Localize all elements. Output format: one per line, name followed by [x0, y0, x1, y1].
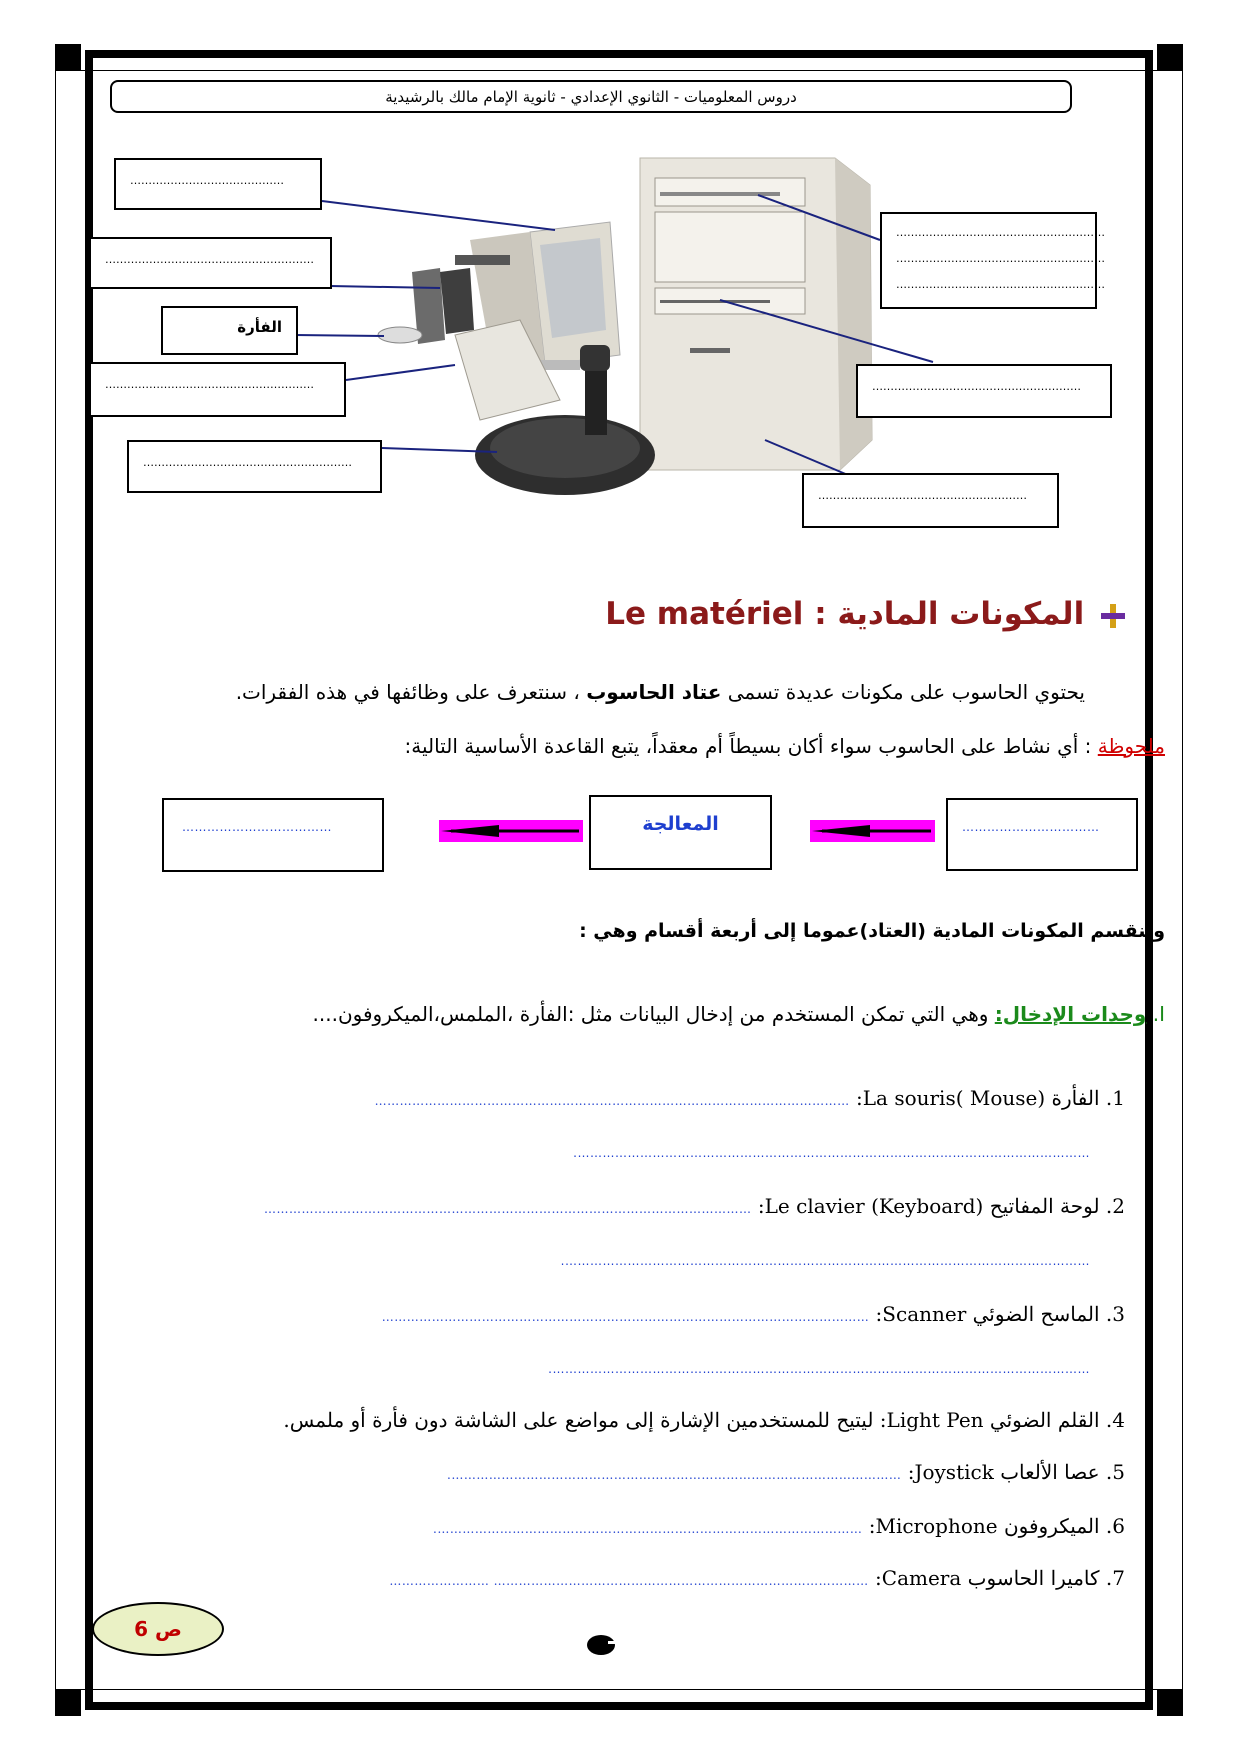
diagram-label-keyboard[interactable]: ………………………………………………… — [89, 362, 346, 417]
plus-bullet-icon — [1101, 604, 1125, 628]
input-device-item: 1. الفأرة La souris( Mouse): …………………………………………………………………………………………………… — [374, 1086, 1125, 1110]
frame-corner — [1157, 1690, 1183, 1716]
input-device-item: 2. لوحة المفاتيح Le clavier (Keyboard): ……………………………………………………………………………………………………… — [264, 1194, 1125, 1218]
arrow-left-icon — [810, 820, 935, 842]
note-label: ملحوظة — [1097, 734, 1165, 758]
section-title-ar: المكونات المادية — [837, 596, 1085, 632]
flow-arrow-left — [439, 820, 583, 842]
note-paragraph: ملحوظة : أي نشاط على الحاسوب سواء أكان بسيطاً أم معقداً، يتبع القاعدة الأساسية التالية: — [404, 734, 1165, 758]
input-device-item: 6. الميكروفون Microphone: …………………………………………………………………………………………. — [433, 1514, 1125, 1538]
diagram-label-cd-drive[interactable]: ………………………………………………… ………………………………………………… ………………………………………………… — [880, 212, 1097, 309]
flow-input-box[interactable]: …………………………… — [946, 798, 1138, 871]
input-units-heading: I. وحدات الإدخال: وهي التي تمكن المستخدم من إدخال البيانات مثل :الفأرة ،الملمس،الميكروفون.... — [312, 1002, 1165, 1026]
answer-line[interactable]: ………………………………………………………………………………………………………………. — [560, 1254, 1090, 1268]
input-device-item: 4. القلم الضوئي Light Pen: ليتيح للمستخدمين الإشارة إلى مواضع على الشاشة دون فأرة أو ملمس. — [283, 1408, 1125, 1432]
diagram-label-joystick[interactable]: ………………………………………………… — [127, 440, 382, 493]
section-title: المكونات المادية : Le matériel — [605, 596, 1125, 632]
answer-line[interactable]: ……………………………………………………………………………………………………………. — [573, 1146, 1090, 1160]
pen-logo-icon — [586, 1633, 620, 1657]
system-unit-image — [640, 158, 872, 470]
section-title-fr: Le matériel — [605, 596, 804, 632]
input-device-item: 3. الماسح الضوئي Scanner: ……………………………………………………………………………………………………… — [381, 1302, 1125, 1326]
input-device-item: 5. عصا الألعاب Joystick: ………………………………………………………………………………………………. — [447, 1460, 1125, 1484]
input-device-item: 7. كاميرا الحاسوب Camera: ……………………………………………………………………………… …………………… — [389, 1566, 1125, 1590]
diagram-label-mouse: الفأرة — [161, 306, 298, 355]
intro-paragraph: يحتوي الحاسوب على مكونات عديدة تسمى عتاد الحاسوب ، سنتعرف على وظائفها في هذه الفقرات. — [235, 680, 1085, 704]
division-sentence: وتنقسم المكونات المادية (العتاد)عموما إلى أربعة أقسام وهي : — [579, 920, 1165, 942]
arrow-left-icon — [439, 820, 583, 842]
diagram-label-speakers[interactable]: ………………………………………………… — [89, 237, 332, 289]
diagram-label-floppy-drive[interactable]: ………………………………………………… — [856, 364, 1112, 418]
mouse-image — [378, 327, 422, 343]
flow-processing-box: المعالجة — [589, 795, 772, 870]
page-header: دروس المعلوميات - الثانوي الإعدادي - ثانوية الإمام مالك بالرشيدية — [110, 80, 1072, 113]
diagram-label-system-unit[interactable]: ………………………………………………… — [802, 473, 1059, 528]
flow-output-box[interactable]: ……………………………… — [162, 798, 384, 872]
answer-line[interactable]: …………………………………………………………………………………………………………………. — [548, 1362, 1090, 1376]
flow-arrow-right — [810, 820, 935, 842]
diagram-label-monitor[interactable]: …………………………………… — [114, 158, 322, 210]
frame-corner — [55, 1690, 81, 1716]
page-number-badge: ص 6 — [92, 1602, 224, 1656]
